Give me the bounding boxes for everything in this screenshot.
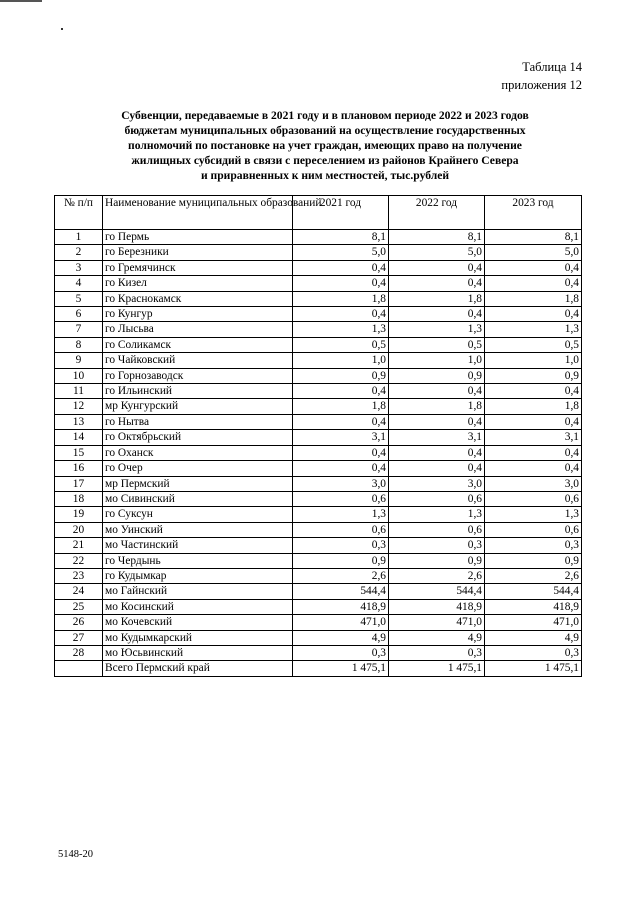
row-number: 9 bbox=[55, 353, 103, 368]
municipality-name: го Чердынь bbox=[103, 553, 293, 568]
municipality-name: мо Частинский bbox=[103, 538, 293, 553]
header-num: № п/п bbox=[55, 196, 103, 230]
value-2023: 5,0 bbox=[485, 245, 582, 260]
row-number: 17 bbox=[55, 476, 103, 491]
value-2023: 0,6 bbox=[485, 491, 582, 506]
value-2021: 1,0 bbox=[293, 353, 389, 368]
row-number: 22 bbox=[55, 553, 103, 568]
value-2022: 0,4 bbox=[389, 414, 485, 429]
table-row bbox=[55, 307, 582, 322]
title-line: Субвенции, передаваемые в 2021 году и в плановом периоде 2022 и 2023 годов bbox=[121, 109, 529, 122]
document-title bbox=[90, 108, 560, 183]
title-line: и приравненных к ним местностей, тыс.рублей bbox=[200, 169, 450, 182]
row-number: 2 bbox=[55, 245, 103, 260]
value-2021: 1,8 bbox=[293, 399, 389, 414]
municipality-name: го Березники bbox=[103, 245, 293, 260]
row-number: 26 bbox=[55, 615, 103, 630]
value-2022: 4,9 bbox=[389, 630, 485, 645]
header-2021: 2021 год bbox=[293, 196, 389, 230]
value-2021: 1,8 bbox=[293, 291, 389, 306]
value-2023: 0,4 bbox=[485, 414, 582, 429]
value-2021: 4,9 bbox=[293, 630, 389, 645]
table-row bbox=[55, 615, 582, 630]
value-2021: 0,4 bbox=[293, 307, 389, 322]
value-2023: 2,6 bbox=[485, 568, 582, 583]
value-2021: 0,9 bbox=[293, 368, 389, 383]
table-row bbox=[55, 353, 582, 368]
value-2022: 471,0 bbox=[389, 615, 485, 630]
table-row bbox=[55, 445, 582, 460]
value-2022: 1,3 bbox=[389, 322, 485, 337]
value-2022: 3,0 bbox=[389, 476, 485, 491]
scan-dot bbox=[61, 28, 63, 30]
value-2022: 3,1 bbox=[389, 430, 485, 445]
value-2022: 544,4 bbox=[389, 584, 485, 599]
value-2022: 1,3 bbox=[389, 507, 485, 522]
value-2023: 0,3 bbox=[485, 645, 582, 660]
value-2022: 0,3 bbox=[389, 645, 485, 660]
table-row bbox=[55, 584, 582, 599]
table-row bbox=[55, 430, 582, 445]
table-row bbox=[55, 260, 582, 275]
value-2022: 1,8 bbox=[389, 399, 485, 414]
row-number: 13 bbox=[55, 414, 103, 429]
value-2023: 0,4 bbox=[485, 260, 582, 275]
value-2021: 471,0 bbox=[293, 615, 389, 630]
municipality-name: мо Косинский bbox=[103, 599, 293, 614]
table-header-row bbox=[55, 196, 582, 230]
header-name: Наименование муниципальных образований bbox=[103, 196, 293, 230]
value-2022: 0,6 bbox=[389, 491, 485, 506]
value-2022: 0,9 bbox=[389, 553, 485, 568]
header-2022: 2022 год bbox=[389, 196, 485, 230]
value-2023: 3,0 bbox=[485, 476, 582, 491]
value-2023: 0,6 bbox=[485, 522, 582, 537]
value-2021: 3,0 bbox=[293, 476, 389, 491]
municipality-name: го Соликамск bbox=[103, 337, 293, 352]
value-2023: 0,4 bbox=[485, 307, 582, 322]
municipality-name: го Лысьва bbox=[103, 322, 293, 337]
table-body bbox=[55, 230, 582, 677]
value-2023: 0,4 bbox=[485, 461, 582, 476]
value-2021: 544,4 bbox=[293, 584, 389, 599]
document-code: 5148-20 bbox=[58, 849, 93, 860]
subsidy-table bbox=[54, 195, 582, 677]
value-2021: 5,0 bbox=[293, 245, 389, 260]
row-number: 21 bbox=[55, 538, 103, 553]
value-2021: 1,3 bbox=[293, 322, 389, 337]
row-number: 15 bbox=[55, 445, 103, 460]
table-row bbox=[55, 522, 582, 537]
value-2021: 0,4 bbox=[293, 445, 389, 460]
row-number: 19 bbox=[55, 507, 103, 522]
row-number: 5 bbox=[55, 291, 103, 306]
row-number: 28 bbox=[55, 645, 103, 660]
value-2023: 8,1 bbox=[485, 230, 582, 245]
municipality-name: го Суксун bbox=[103, 507, 293, 522]
row-number: 7 bbox=[55, 322, 103, 337]
table-row bbox=[55, 384, 582, 399]
municipality-name: го Кунгур bbox=[103, 307, 293, 322]
value-2022: 0,4 bbox=[389, 445, 485, 460]
municipality-name: го Ильинский bbox=[103, 384, 293, 399]
table-row bbox=[55, 368, 582, 383]
value-2022: 418,9 bbox=[389, 599, 485, 614]
table-row bbox=[55, 322, 582, 337]
value-2023: 418,9 bbox=[485, 599, 582, 614]
value-2022: 8,1 bbox=[389, 230, 485, 245]
value-2021: 0,9 bbox=[293, 553, 389, 568]
row-number: 18 bbox=[55, 491, 103, 506]
value-2022: 0,5 bbox=[389, 337, 485, 352]
municipality-name: го Оханск bbox=[103, 445, 293, 460]
top-edge-line bbox=[0, 0, 42, 2]
value-2022: 0,4 bbox=[389, 307, 485, 322]
value-2023: 0,3 bbox=[485, 538, 582, 553]
table-row bbox=[55, 245, 582, 260]
value-2022: 1,8 bbox=[389, 291, 485, 306]
municipality-name: го Кудымкар bbox=[103, 568, 293, 583]
value-2023: 0,4 bbox=[485, 384, 582, 399]
table-row bbox=[55, 568, 582, 583]
value-2021: 1,3 bbox=[293, 507, 389, 522]
value-2023: 471,0 bbox=[485, 615, 582, 630]
value-2022: 0,4 bbox=[389, 461, 485, 476]
title-line: полномочий по постановке на учет граждан, имеющих право на получение bbox=[128, 139, 522, 152]
municipality-name: мо Кочевский bbox=[103, 615, 293, 630]
value-2023: 0,9 bbox=[485, 368, 582, 383]
value-2021: 0,6 bbox=[293, 522, 389, 537]
row-number: 11 bbox=[55, 384, 103, 399]
municipality-name: мо Гайнский bbox=[103, 584, 293, 599]
value-2023: 3,1 bbox=[485, 430, 582, 445]
value-2021: 8,1 bbox=[293, 230, 389, 245]
title-line: жилищных субсидий в связи с переселением из районов Крайнего Севера bbox=[131, 154, 519, 167]
total-row bbox=[55, 661, 582, 676]
value-2022: 5,0 bbox=[389, 245, 485, 260]
row-number: 24 bbox=[55, 584, 103, 599]
appendix-number: приложения 12 bbox=[501, 78, 582, 92]
value-2023: 0,9 bbox=[485, 553, 582, 568]
table-row bbox=[55, 553, 582, 568]
value-2021: 0,4 bbox=[293, 461, 389, 476]
row-number: 4 bbox=[55, 276, 103, 291]
value-2022: 2,6 bbox=[389, 568, 485, 583]
value-2021: 0,4 bbox=[293, 414, 389, 429]
value-2021: 0,3 bbox=[293, 645, 389, 660]
value-2023: 1 475,1 bbox=[485, 661, 582, 676]
municipality-name: мо Уинский bbox=[103, 522, 293, 537]
table-row bbox=[55, 461, 582, 476]
municipality-name: Всего Пермский край bbox=[103, 661, 293, 676]
value-2021: 2,6 bbox=[293, 568, 389, 583]
municipality-name: го Кизел bbox=[103, 276, 293, 291]
table-row bbox=[55, 476, 582, 491]
value-2021: 0,4 bbox=[293, 276, 389, 291]
value-2023: 1,8 bbox=[485, 291, 582, 306]
row-number: 3 bbox=[55, 260, 103, 275]
row-number: 6 bbox=[55, 307, 103, 322]
municipality-name: мр Пермский bbox=[103, 476, 293, 491]
value-2023: 4,9 bbox=[485, 630, 582, 645]
table-row bbox=[55, 538, 582, 553]
municipality-name: го Нытва bbox=[103, 414, 293, 429]
row-number: 16 bbox=[55, 461, 103, 476]
table-row bbox=[55, 291, 582, 306]
municipality-name: го Октябрьский bbox=[103, 430, 293, 445]
row-number: 27 bbox=[55, 630, 103, 645]
appendix-reference bbox=[460, 58, 582, 94]
municipality-name: го Горнозаводск bbox=[103, 368, 293, 383]
value-2023: 1,0 bbox=[485, 353, 582, 368]
value-2022: 0,4 bbox=[389, 260, 485, 275]
table-row bbox=[55, 230, 582, 245]
table-row bbox=[55, 414, 582, 429]
title-line: бюджетам муниципальных образований на осуществление государственных bbox=[124, 124, 526, 137]
value-2021: 0,4 bbox=[293, 384, 389, 399]
table-row bbox=[55, 599, 582, 614]
value-2023: 0,4 bbox=[485, 276, 582, 291]
value-2022: 0,9 bbox=[389, 368, 485, 383]
value-2022: 1,0 bbox=[389, 353, 485, 368]
municipality-name: мо Сивинский bbox=[103, 491, 293, 506]
table-row bbox=[55, 337, 582, 352]
municipality-name: го Гремячинск bbox=[103, 260, 293, 275]
value-2022: 0,4 bbox=[389, 384, 485, 399]
value-2022: 1 475,1 bbox=[389, 661, 485, 676]
value-2021: 418,9 bbox=[293, 599, 389, 614]
municipality-name: го Очер bbox=[103, 461, 293, 476]
value-2022: 0,3 bbox=[389, 538, 485, 553]
row-number: 1 bbox=[55, 230, 103, 245]
value-2023: 1,3 bbox=[485, 507, 582, 522]
table-row bbox=[55, 645, 582, 660]
value-2023: 0,5 bbox=[485, 337, 582, 352]
value-2023: 1,3 bbox=[485, 322, 582, 337]
value-2023: 0,4 bbox=[485, 445, 582, 460]
table-number: Таблица 14 bbox=[522, 60, 582, 74]
municipality-name: го Чайковский bbox=[103, 353, 293, 368]
row-number: 25 bbox=[55, 599, 103, 614]
value-2021: 0,5 bbox=[293, 337, 389, 352]
row-number: 23 bbox=[55, 568, 103, 583]
row-number: 8 bbox=[55, 337, 103, 352]
value-2021: 3,1 bbox=[293, 430, 389, 445]
value-2022: 0,4 bbox=[389, 276, 485, 291]
table-row bbox=[55, 630, 582, 645]
value-2021: 1 475,1 bbox=[293, 661, 389, 676]
municipality-name: мо Юсьвинский bbox=[103, 645, 293, 660]
header-2023: 2023 год bbox=[485, 196, 582, 230]
row-number: 12 bbox=[55, 399, 103, 414]
row-number: 20 bbox=[55, 522, 103, 537]
municipality-name: го Краснокамск bbox=[103, 291, 293, 306]
table-row bbox=[55, 507, 582, 522]
value-2022: 0,6 bbox=[389, 522, 485, 537]
row-number bbox=[55, 661, 103, 676]
value-2023: 544,4 bbox=[485, 584, 582, 599]
table-row bbox=[55, 491, 582, 506]
value-2023: 1,8 bbox=[485, 399, 582, 414]
municipality-name: мр Кунгурский bbox=[103, 399, 293, 414]
municipality-name: го Пермь bbox=[103, 230, 293, 245]
row-number: 14 bbox=[55, 430, 103, 445]
table-row bbox=[55, 276, 582, 291]
value-2021: 0,4 bbox=[293, 260, 389, 275]
value-2021: 0,3 bbox=[293, 538, 389, 553]
row-number: 10 bbox=[55, 368, 103, 383]
table-row bbox=[55, 399, 582, 414]
value-2021: 0,6 bbox=[293, 491, 389, 506]
municipality-name: мо Кудымкарский bbox=[103, 630, 293, 645]
